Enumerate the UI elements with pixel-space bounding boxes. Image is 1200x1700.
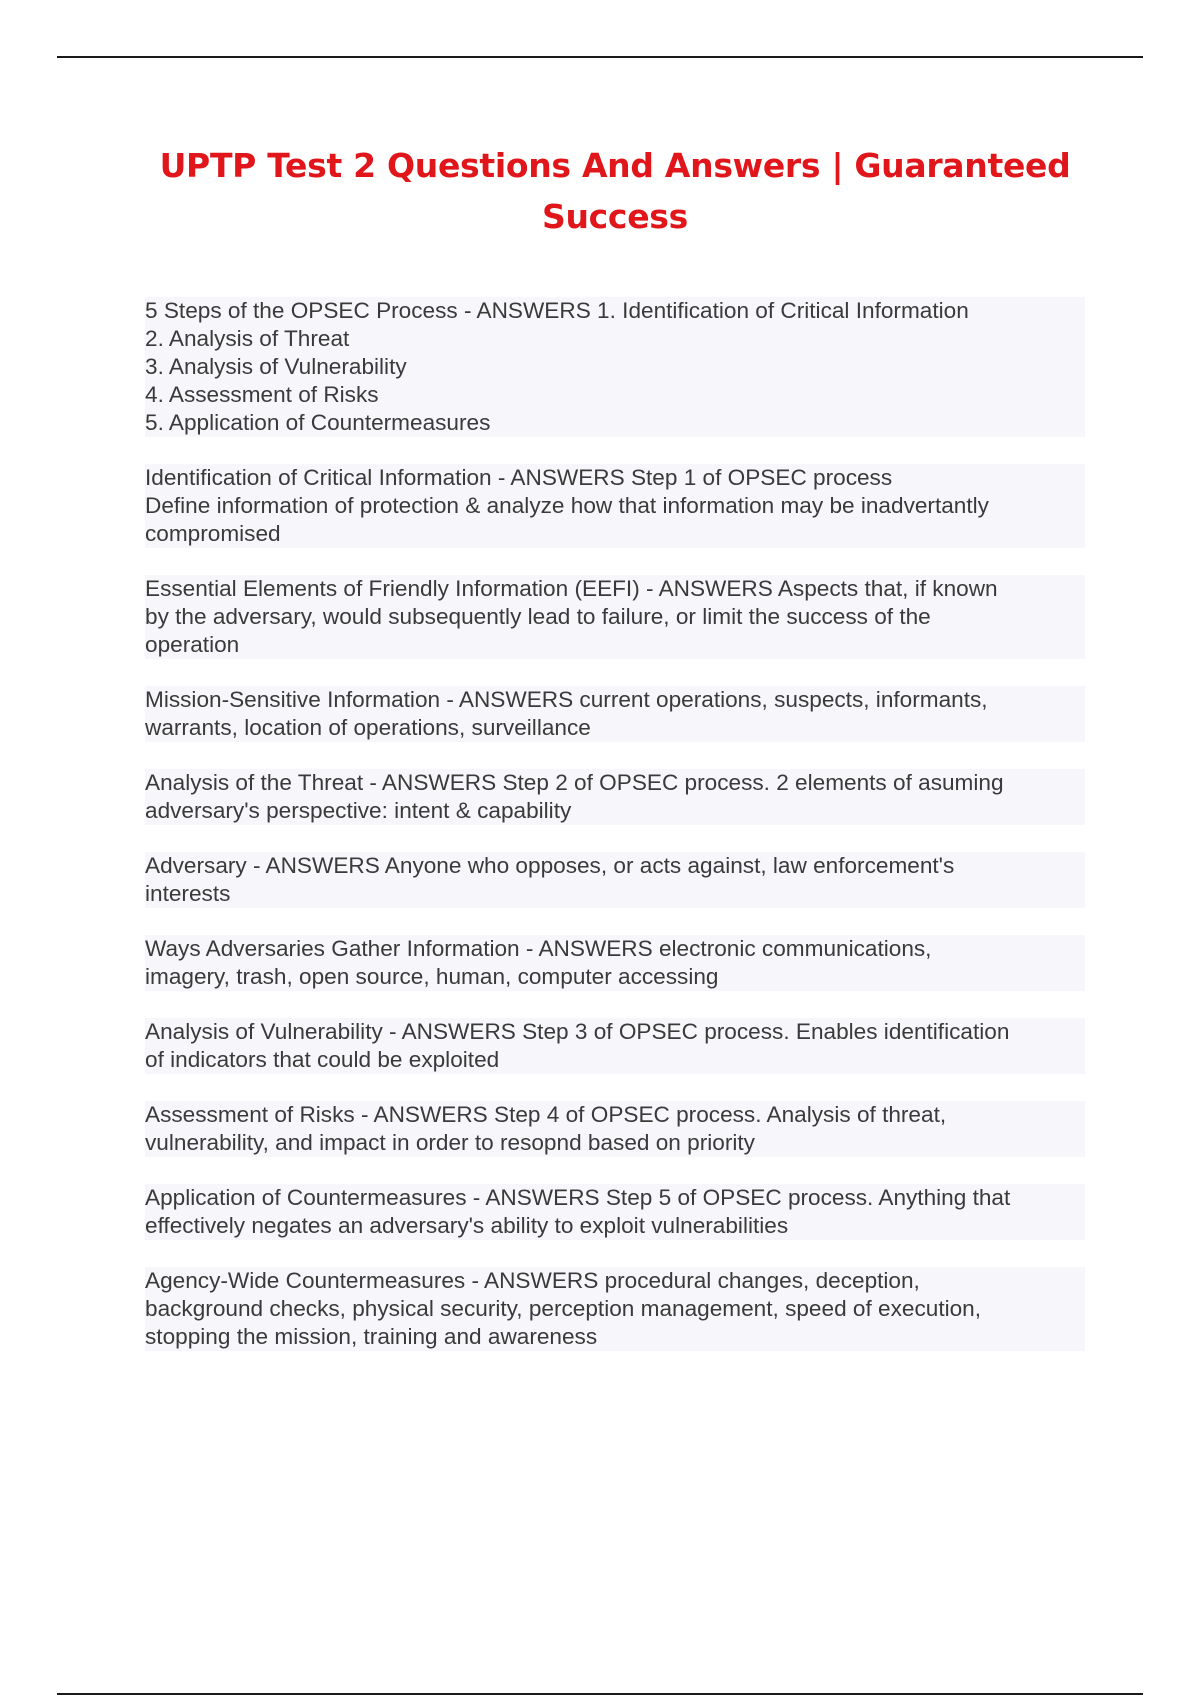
header-rule <box>57 56 1143 58</box>
qa-entry <box>145 935 1085 991</box>
qa-line: effectively negates an adversary's ability to exploit vulnerabilities <box>145 1213 789 1238</box>
qa-line: Adversary - ANSWERS Anyone who opposes, or acts against, law enforcement's <box>145 853 955 878</box>
qa-line: 5 Steps of the OPSEC Process - ANSWERS 1. Identification of Critical Information <box>145 298 969 323</box>
title-line-1: UPTP Test 2 Questions And Answers | Guaranteed <box>159 146 1071 185</box>
qa-entry <box>145 852 1085 908</box>
qa-entry <box>145 1018 1085 1074</box>
qa-line: of indicators that could be exploited <box>145 1047 500 1072</box>
qa-line: Identification of Critical Information - ANSWERS Step 1 of OPSEC process <box>145 465 893 490</box>
qa-entry <box>145 297 1085 437</box>
qa-entry <box>145 769 1085 825</box>
qa-line: 4. Assessment of Risks <box>145 382 379 407</box>
qa-line: compromised <box>145 521 281 546</box>
footer-rule <box>57 1693 1143 1695</box>
qa-entry <box>145 1267 1085 1351</box>
qa-line: Application of Countermeasures - ANSWERS Step 5 of OPSEC process. Anything that <box>145 1185 1011 1210</box>
qa-line: Analysis of Vulnerability - ANSWERS Step 3 of OPSEC process. Enables identification <box>145 1019 1010 1044</box>
qa-line: 2. Analysis of Threat <box>145 326 350 351</box>
qa-entry <box>145 464 1085 548</box>
qa-line: Analysis of the Threat - ANSWERS Step 2 of OPSEC process. 2 elements of asuming <box>145 770 1004 795</box>
qa-line: 3. Analysis of Vulnerability <box>145 354 407 379</box>
qa-line: warrants, location of operations, surveillance <box>145 715 591 740</box>
qa-line: imagery, trash, open source, human, computer accessing <box>145 964 719 989</box>
qa-entry <box>145 1101 1085 1157</box>
qa-entry <box>145 1184 1085 1240</box>
qa-line: interests <box>145 881 231 906</box>
qa-line: 5. Application of Countermeasures <box>145 410 491 435</box>
qa-line: operation <box>145 632 240 657</box>
qa-list <box>145 297 1085 1378</box>
qa-line: adversary's perspective: intent & capability <box>145 798 572 823</box>
qa-entry <box>145 686 1085 742</box>
qa-entry <box>145 575 1085 659</box>
title-line-2: Success <box>542 197 688 236</box>
qa-line: Agency-Wide Countermeasures - ANSWERS procedural changes, deception, <box>145 1268 920 1293</box>
qa-line: stopping the mission, training and awareness <box>145 1324 598 1349</box>
qa-line: Define information of protection & analyze how that information may be inadvertantly <box>145 493 989 518</box>
document-title <box>120 140 1110 242</box>
qa-line: Ways Adversaries Gather Information - ANSWERS electronic communications, <box>145 936 932 961</box>
qa-line: Assessment of Risks - ANSWERS Step 4 of OPSEC process. Analysis of threat, <box>145 1102 947 1127</box>
qa-line: Mission-Sensitive Information - ANSWERS current operations, suspects, informants, <box>145 687 988 712</box>
qa-line: vulnerability, and impact in order to resopnd based on priority <box>145 1130 755 1155</box>
qa-line: background checks, physical security, perception management, speed of execution, <box>145 1296 982 1321</box>
qa-line: by the adversary, would subsequently lead to failure, or limit the success of the <box>145 604 931 629</box>
qa-line: Essential Elements of Friendly Information (EEFI) - ANSWERS Aspects that, if known <box>145 576 998 601</box>
